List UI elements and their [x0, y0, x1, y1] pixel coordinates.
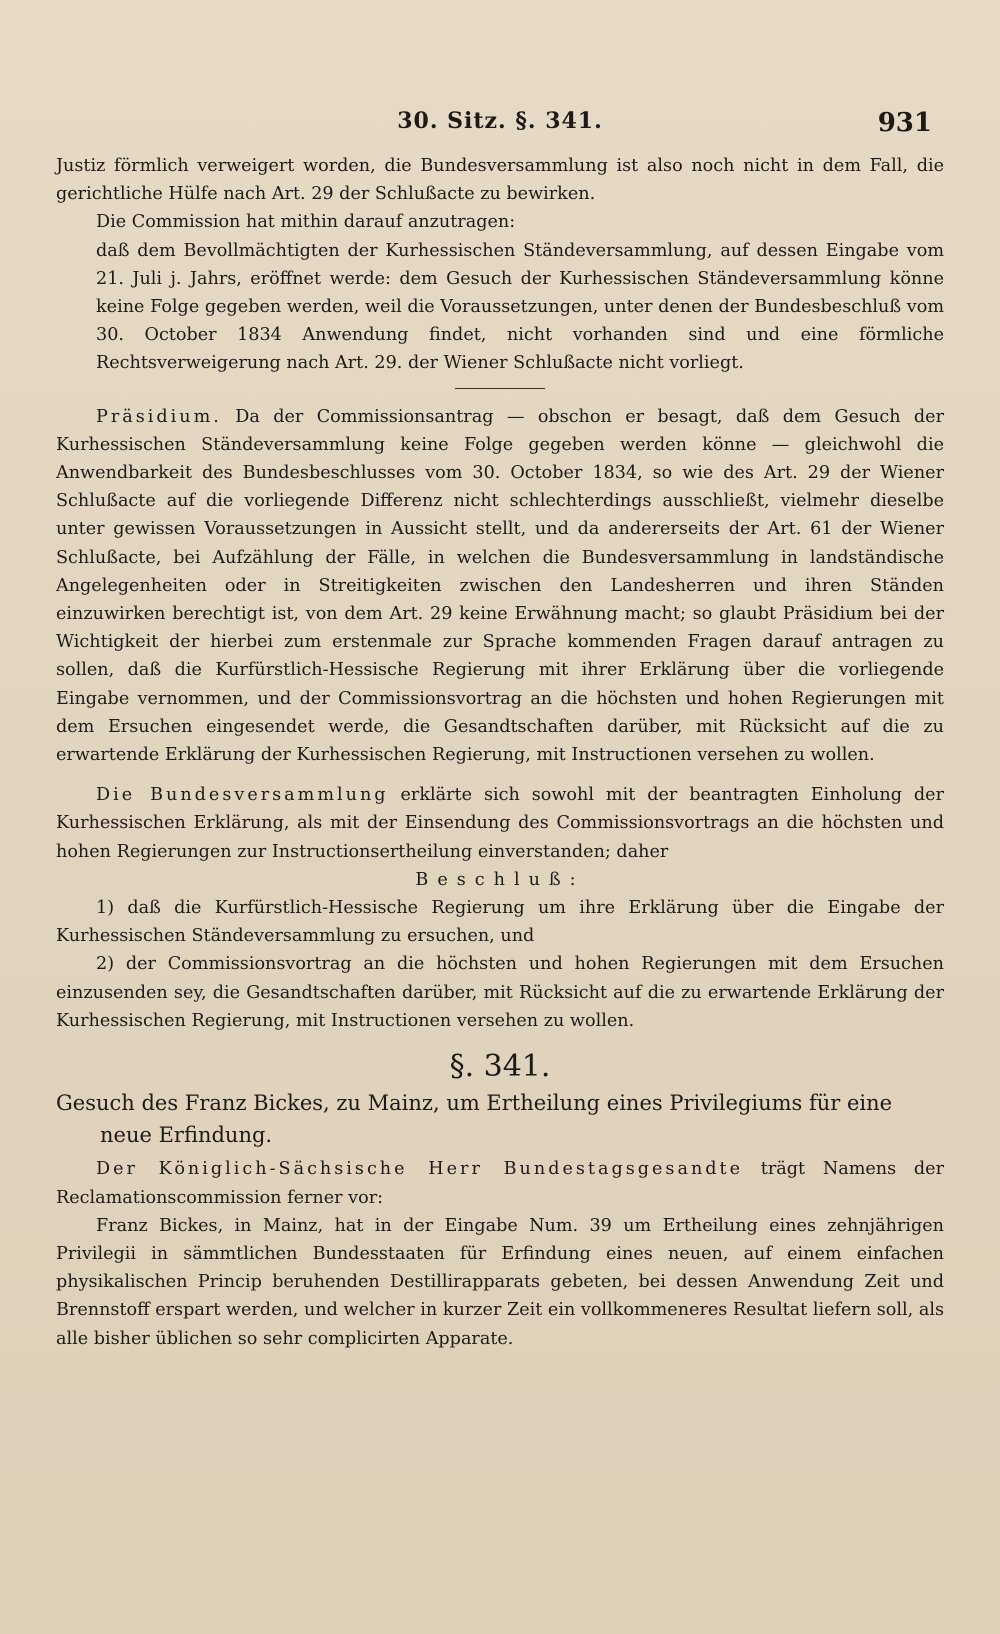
resolution-item-1: 1) daß die Kurfürstlich-Hessische Regierung um ihre Erklärung über die Eingabe der Kurhessischen Ständeversammlung zu ersuchen, und	[56, 898, 944, 947]
assembly-label: Die Bundesversammlung	[96, 785, 389, 806]
paragraph-envoy-text: trägt Namens der Reclamationscommission ferner vor:	[56, 1159, 944, 1208]
section-title	[56, 1087, 944, 1151]
paragraph-resolution	[56, 781, 944, 866]
page-number: 931	[877, 108, 932, 138]
paragraph-praesidium	[56, 403, 944, 770]
paragraph-praesidium-text: Da der Commissionsantrag — obschon er besagt, daß dem Gesuch der Kurhessischen Ständeversammlung keine Folge gegeben werden könne — gleichwohl die Anwendbarkeit des Bundesbeschlusses vom 30. October 1834, so wie des Art. 29 der Wiener Schlußacte auf die vorliegende Differenz nicht schlechterdings ausschließt, vielmehr dieselbe unter gewissen Voraussetzungen in Aussicht stellt, und da andererseits der Art. 61 der Wiener Schlußacte, bei Aufzählung der Fälle, in welchen die Bundesversammlung in landständische Angelegenheiten oder in Streitigkeiten zwischen den Landesherren und ihren Ständen einzuwirken berechtigt ist, von dem Art. 29 keine Erwähnung macht; so glaubt Präsidium bei der Wichtigkeit der hierbei zum erstenmale zur Sprache kommenden Fragen darauf antragen zu sollen, daß die Kurfürstlich-Hessische Regierung mit ihrer Erklärung über die vorliegende Eingabe vernommen, und der Commissionsvortrag an die höchsten und hohen Regierungen mit dem Ersuchen eingesendet werde, die Gesandtschaften darüber, mit Rücksicht auf die zu erwartende Erklärung der Kurhessischen Regierung, mit Instructionen versehen zu wollen.	[56, 406, 945, 766]
paragraph-petition: Franz Bickes, in Mainz, hat in der Eingabe Num. 39 um Ertheilung eines zehnjährigen Privilegii in sämmtlichen Bundesstaaten für Erfindung eines neuen, auf einem einfachen physikalischen Princip beruhenden Destillirapparats gebeten, bei dessen Anwendung Zeit und Brennstoff erspart werden, und welcher in kurzer Zeit ein vollkommeneres Resultat liefern soll, als alle bisher üblichen so sehr complicirten Apparate.	[56, 1215, 944, 1349]
envoy-label: Der Königlich-Sächsische Herr Bundestagsgesandte	[96, 1159, 744, 1180]
running-head: 30. Sitz. §. 341.	[397, 108, 603, 134]
section-title-line-1: Gesuch des Franz Bickes, zu Mainz, um Ertheilung eines Privilegiums für eine	[56, 1091, 893, 1116]
paragraph-resolution-text: erklärte sich sowohl mit der beantragten Einholung der Kurhessischen Erklärung, als mit der Einsendung des Commissionsvortrags an die höchsten und hohen Regierungen zur Instructionsertheilung einverstanden; daher	[56, 785, 944, 862]
divider-rule	[455, 388, 545, 389]
speaker-label: Präsidium.	[96, 406, 222, 427]
paragraph-continuation: Justiz förmlich verweigert worden, die Bundesversammlung ist also noch nicht in dem Fall, die gerichtliche Hülfe nach Art. 29 der Schlußacte zu bewirken.	[56, 156, 944, 205]
beschluss-heading: Beschluß:	[415, 869, 585, 890]
resolution-item-2: 2) der Commissionsvortrag an die höchsten und hohen Regierungen mit dem Ersuchen einzusenden sey, die Gesandtschaften darüber, mit Rücksicht auf die zu erwartende Erklärung der Kurhessischen Regierung, mit Instructionen versehen zu wollen.	[56, 954, 944, 1031]
section-title-line-2: neue Erfindung.	[100, 1123, 273, 1148]
paragraph-commission: Die Commission hat mithin darauf anzutragen:	[96, 212, 516, 233]
paragraph-envoy	[56, 1155, 944, 1211]
page-header	[0, 108, 1000, 142]
paragraph-motion: daß dem Bevollmächtigten der Kurhessischen Ständeversammlung, auf dessen Eingabe vom 21. Juli j. Jahrs, eröffnet werde: dem Gesuch der Kurhessischen Ständeversammlung könne keine Folge gegeben werden, weil die Voraussetzungen, unter denen der Bundesbeschluß vom 30. October 1834 Anwendung findet, nicht vorhanden sind und eine förmliche Rechtsverweigerung nach Art. 29. der Wiener Schlußacte nicht vorliegt.	[96, 240, 944, 374]
section-number: §. 341.	[449, 1049, 551, 1085]
document-body	[56, 152, 944, 1353]
